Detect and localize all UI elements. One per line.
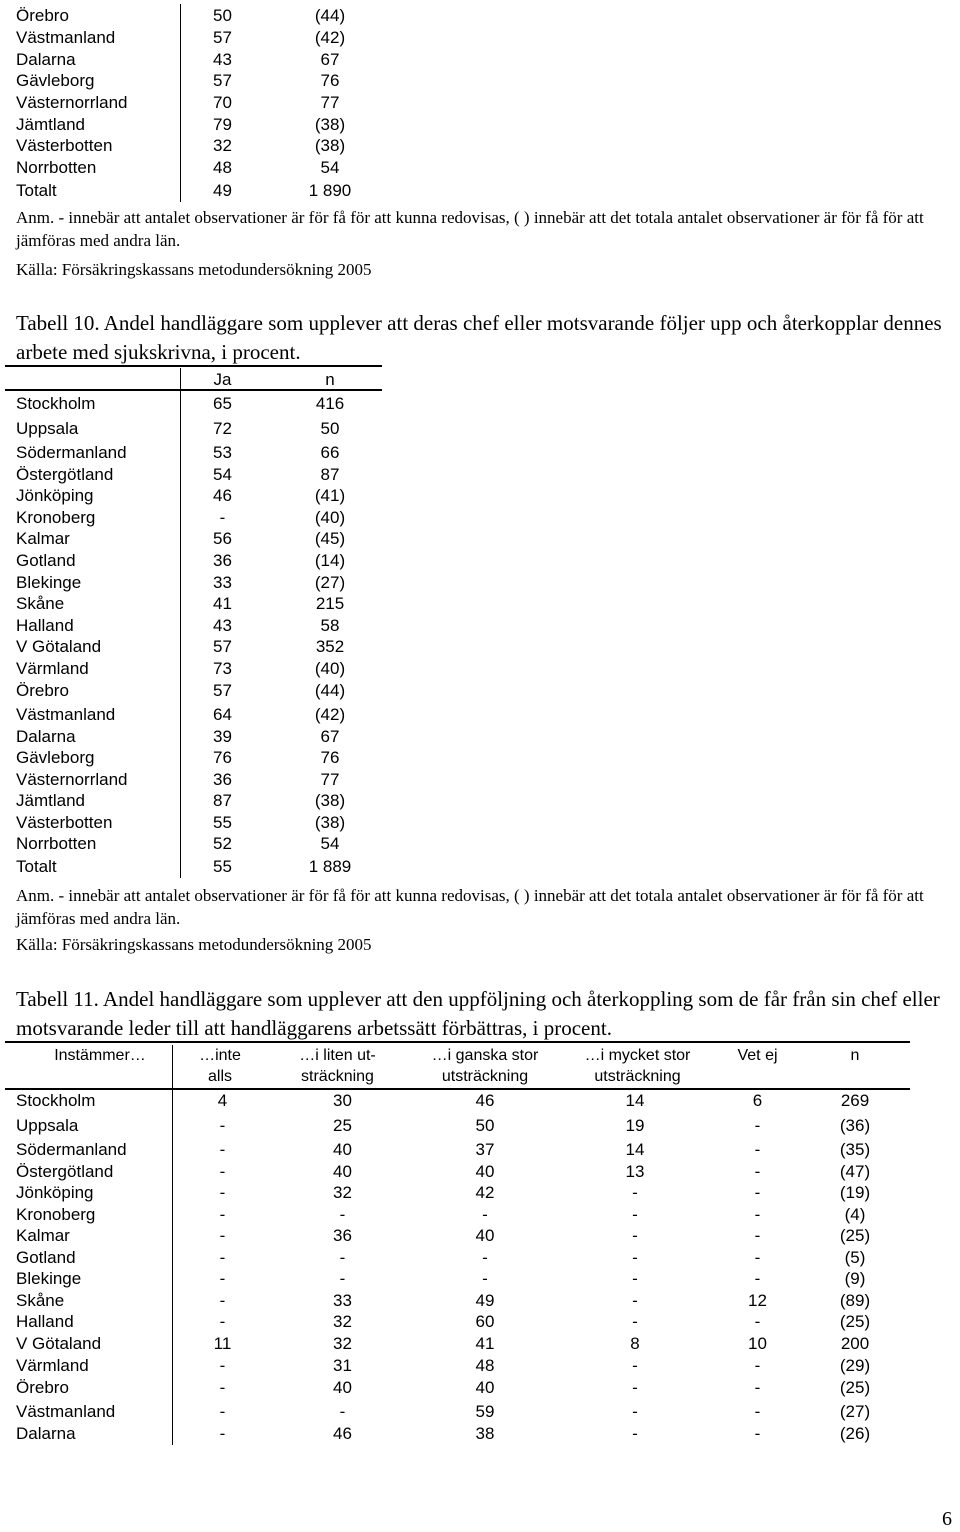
region-label: Västernorrland xyxy=(16,770,128,789)
region-label: Västerbotten xyxy=(16,813,113,832)
table-9-source: Källa: Försäkringskassans metodundersökning 2005 xyxy=(16,260,372,279)
ja-value: 65 xyxy=(213,394,232,413)
cell-value: 46 xyxy=(333,1424,352,1443)
cell-value: 60 xyxy=(475,1312,495,1331)
table-row xyxy=(0,615,400,636)
column-header-line-1: Instämmer… xyxy=(54,1047,146,1064)
table-11-caption: Tabell 11. Andel handläggare som upplever att den uppföljning och återkoppling som de får från sin chef eller motsvarande leder till att handläggarens arbetssätt förbättras, i procent. xyxy=(16,987,940,1040)
cell-value: (35) xyxy=(839,1140,871,1159)
table-row xyxy=(0,1182,920,1203)
n-value: 215 xyxy=(315,594,345,613)
ja-value: 56 xyxy=(213,529,232,548)
cell-value: (19) xyxy=(839,1183,871,1202)
table-row xyxy=(0,1268,920,1289)
table-row xyxy=(0,135,400,156)
cell-value: - xyxy=(219,1248,226,1267)
region-label: Östergötland xyxy=(16,1162,114,1181)
n-value: 1 890 xyxy=(308,181,352,200)
n-value: (42) xyxy=(314,28,346,47)
region-label: Värmland xyxy=(16,1356,89,1375)
n-value: (14) xyxy=(314,551,346,570)
column-header xyxy=(565,1045,710,1087)
region-label: Skåne xyxy=(16,1291,65,1310)
n-value: (40) xyxy=(314,659,346,678)
cell-value: 42 xyxy=(475,1183,495,1202)
region-label: Gotland xyxy=(16,1248,76,1267)
cell-value: - xyxy=(219,1312,226,1331)
table-row xyxy=(0,1204,920,1225)
table-10-caption: Tabell 10. Andel handläggare som upplever att deras chef eller motsvarande följer upp och återkopplar dennes arbete med sjukskrivna, i procent. xyxy=(16,311,942,364)
cell-value: - xyxy=(632,1378,638,1397)
table-9-note xyxy=(16,206,950,252)
cell-value: - xyxy=(339,1269,346,1288)
table-row xyxy=(0,114,400,135)
cell-value: - xyxy=(219,1140,226,1159)
cell-value: (47) xyxy=(839,1162,871,1181)
column-header-line-2: utsträckning xyxy=(441,1068,529,1085)
table-11-top-rule xyxy=(5,1041,910,1043)
cell-value: (29) xyxy=(839,1356,871,1375)
cell-value: - xyxy=(632,1312,638,1331)
table-row xyxy=(0,833,400,854)
n-value: 67 xyxy=(320,727,340,746)
cell-value: (9) xyxy=(844,1269,866,1288)
region-label: Västerbotten xyxy=(16,136,113,155)
cell-value: 14 xyxy=(625,1091,645,1110)
cell-value: - xyxy=(754,1312,761,1331)
cell-value: - xyxy=(754,1116,761,1135)
region-label: Jämtland xyxy=(16,791,85,810)
n-value: (41) xyxy=(314,486,346,505)
region-label: Jönköping xyxy=(16,486,94,505)
table-row xyxy=(0,157,400,178)
ja-value: 46 xyxy=(213,486,232,505)
table-row xyxy=(0,92,400,113)
region-label: Västmanland xyxy=(16,28,116,47)
region-label: Jönköping xyxy=(16,1183,94,1202)
cell-value: - xyxy=(754,1269,761,1288)
ja-value: 49 xyxy=(213,181,232,200)
cell-value: - xyxy=(632,1248,638,1267)
ja-value: 64 xyxy=(213,705,232,724)
ja-value: 55 xyxy=(213,857,232,876)
ja-value: 57 xyxy=(213,71,232,90)
n-value: 1 889 xyxy=(308,857,352,876)
table-row xyxy=(0,49,400,70)
cell-value: - xyxy=(219,1402,226,1421)
cell-value: 4 xyxy=(217,1091,228,1110)
cell-value: 40 xyxy=(475,1226,495,1245)
table-11-divider xyxy=(172,1045,173,1445)
ja-value: 50 xyxy=(213,6,232,25)
table-row xyxy=(0,726,400,747)
ja-value: 57 xyxy=(213,681,232,700)
ja-value: 41 xyxy=(213,594,232,613)
n-value: (44) xyxy=(314,6,346,25)
cell-value: - xyxy=(339,1248,346,1267)
region-label: Dalarna xyxy=(16,727,76,746)
n-value: 76 xyxy=(320,748,340,767)
region-label: Gotland xyxy=(16,551,76,570)
region-label: Värmland xyxy=(16,659,89,678)
table-row xyxy=(0,464,400,485)
cell-value: 269 xyxy=(840,1091,870,1110)
n-value: 50 xyxy=(320,419,340,438)
column-header xyxy=(175,1045,265,1087)
table-row xyxy=(0,550,400,571)
table-row xyxy=(0,1115,920,1136)
column-header xyxy=(810,1045,900,1066)
cell-value: - xyxy=(754,1248,761,1267)
cell-value: - xyxy=(219,1378,226,1397)
column-header-line-2: sträckning xyxy=(301,1068,374,1085)
region-label: Södermanland xyxy=(16,443,127,462)
table-row xyxy=(0,1355,920,1376)
column-header xyxy=(275,1045,400,1087)
region-label: Halland xyxy=(16,616,74,635)
cell-value: - xyxy=(754,1183,761,1202)
ja-value: 57 xyxy=(213,28,232,47)
table-row xyxy=(0,1311,920,1332)
cell-value: - xyxy=(482,1269,488,1288)
table-10-top-rule xyxy=(5,365,382,367)
cell-value: 33 xyxy=(333,1291,352,1310)
cell-value: - xyxy=(219,1183,226,1202)
cell-value: 40 xyxy=(475,1378,495,1397)
region-label: V Götaland xyxy=(16,1334,102,1353)
ja-value: 72 xyxy=(213,419,232,438)
cell-value: 31 xyxy=(333,1356,352,1375)
cell-value: - xyxy=(632,1205,638,1224)
cell-value: - xyxy=(632,1424,638,1443)
cell-value: (89) xyxy=(839,1291,871,1310)
cell-value: 46 xyxy=(475,1091,495,1110)
cell-value: 41 xyxy=(475,1334,495,1353)
n-value: 87 xyxy=(320,465,340,484)
n-value: 58 xyxy=(320,616,340,635)
column-header xyxy=(715,1045,800,1066)
n-value: (40) xyxy=(314,508,346,527)
cell-value: - xyxy=(482,1205,488,1224)
region-label: Örebro xyxy=(16,1378,69,1397)
region-label: Jämtland xyxy=(16,115,85,134)
region-label: Västmanland xyxy=(16,1402,116,1421)
ja-value: 53 xyxy=(213,443,232,462)
cell-value: 25 xyxy=(333,1116,352,1135)
ja-value: 55 xyxy=(213,813,232,832)
cell-value: - xyxy=(754,1424,761,1443)
region-label: Kalmar xyxy=(16,529,70,548)
region-label: V Götaland xyxy=(16,637,102,656)
cell-value: 48 xyxy=(475,1356,495,1375)
cell-value: - xyxy=(754,1140,761,1159)
n-value: (27) xyxy=(314,573,346,592)
ja-value: 43 xyxy=(213,616,232,635)
cell-value: 40 xyxy=(333,1378,352,1397)
cell-value: 10 xyxy=(748,1334,767,1353)
cell-value: - xyxy=(754,1226,761,1245)
region-label: Dalarna xyxy=(16,1424,76,1443)
cell-value: - xyxy=(754,1378,761,1397)
column-header-line-2: alls xyxy=(207,1068,232,1085)
cell-value: 40 xyxy=(333,1162,352,1181)
table-row xyxy=(0,704,400,725)
cell-value: 59 xyxy=(475,1402,495,1421)
cell-value: (26) xyxy=(839,1424,871,1443)
table-10-source: Källa: Försäkringskassans metodundersökning 2005 xyxy=(16,935,372,954)
region-label: Totalt xyxy=(16,181,57,200)
region-label: Örebro xyxy=(16,681,69,700)
n-value: (38) xyxy=(314,813,346,832)
cell-value: (36) xyxy=(839,1116,871,1135)
n-value: 67 xyxy=(320,50,340,69)
table-row xyxy=(0,27,400,48)
cell-value: - xyxy=(219,1269,226,1288)
cell-value: 40 xyxy=(475,1162,495,1181)
table-row xyxy=(0,418,400,439)
cell-value: - xyxy=(339,1205,346,1224)
cell-value: - xyxy=(219,1424,226,1443)
ja-value: 73 xyxy=(213,659,232,678)
cell-value: (27) xyxy=(839,1402,871,1421)
cell-value: (4) xyxy=(844,1205,866,1224)
region-label: Västmanland xyxy=(16,705,116,724)
table-row xyxy=(0,593,400,614)
region-label: Blekinge xyxy=(16,1269,82,1288)
table-row xyxy=(0,442,400,463)
cell-value: 40 xyxy=(333,1140,352,1159)
n-value: 66 xyxy=(320,443,340,462)
cell-value: (5) xyxy=(844,1248,866,1267)
cell-value: - xyxy=(632,1402,638,1421)
cell-value: 32 xyxy=(333,1183,352,1202)
table-row xyxy=(0,658,400,679)
cell-value: - xyxy=(219,1162,226,1181)
ja-value: 36 xyxy=(213,551,232,570)
region-label: Dalarna xyxy=(16,50,76,69)
column-header-line-1: …inte xyxy=(199,1047,241,1064)
region-label: Gävleborg xyxy=(16,71,95,90)
table-row xyxy=(0,1090,920,1111)
n-value: (38) xyxy=(314,791,346,810)
n-value: 77 xyxy=(320,770,340,789)
table-row xyxy=(0,747,400,768)
region-label: Uppsala xyxy=(16,419,79,438)
table-row xyxy=(0,680,400,701)
n-value: (45) xyxy=(314,529,346,548)
region-label: Södermanland xyxy=(16,1140,127,1159)
region-label: Totalt xyxy=(16,857,57,876)
table-row xyxy=(0,180,400,201)
cell-value: 49 xyxy=(475,1291,495,1310)
n-value: (38) xyxy=(314,115,346,134)
cell-value: 6 xyxy=(752,1091,763,1110)
cell-value: - xyxy=(339,1402,346,1421)
cell-value: - xyxy=(219,1205,226,1224)
cell-value: 8 xyxy=(630,1334,640,1353)
cell-value: - xyxy=(754,1205,761,1224)
table-row xyxy=(0,572,400,593)
region-label: Blekinge xyxy=(16,573,82,592)
ja-value: 76 xyxy=(213,748,232,767)
cell-value: (25) xyxy=(839,1312,871,1331)
table-row xyxy=(0,485,400,506)
region-label: Östergötland xyxy=(16,465,114,484)
n-value: 352 xyxy=(315,637,345,656)
ja-value: 87 xyxy=(213,791,232,810)
cell-value: 11 xyxy=(213,1334,232,1353)
cell-value: 14 xyxy=(625,1140,645,1159)
cell-value: - xyxy=(754,1162,761,1181)
table-9-note-text: Anm. - innebär att antalet observationer är för få för att kunna redovisas, ( ) innebär att det totala antalet observationer är för få för att jämföras med andra län. xyxy=(16,208,924,250)
table-row xyxy=(0,507,400,528)
cell-value: 200 xyxy=(840,1334,870,1353)
table-row xyxy=(0,1333,920,1354)
cell-value: - xyxy=(219,1116,226,1135)
n-value: 54 xyxy=(320,834,340,853)
table-row xyxy=(0,528,400,549)
ja-value: - xyxy=(219,508,226,527)
ja-value: 79 xyxy=(213,115,232,134)
n-value: (38) xyxy=(314,136,346,155)
table-row xyxy=(0,1423,920,1444)
cell-value: - xyxy=(632,1269,638,1288)
table-10-note-text: Anm. - innebär att antalet observationer är för få för att kunna redovisas, ( ) innebär att det totala antalet observationer är för få för att jämföras med andra län. xyxy=(16,886,924,928)
table-row xyxy=(0,1161,920,1182)
n-value: 416 xyxy=(315,394,345,413)
table-row xyxy=(0,1225,920,1246)
table-9-divider xyxy=(180,4,181,202)
cell-value: - xyxy=(754,1402,761,1421)
n-value: (44) xyxy=(314,681,346,700)
cell-value: - xyxy=(482,1248,488,1267)
cell-value: (25) xyxy=(839,1226,871,1245)
table-row xyxy=(0,70,400,91)
cell-value: 36 xyxy=(333,1226,352,1245)
table-row xyxy=(0,812,400,833)
cell-value: - xyxy=(219,1291,226,1310)
table-row xyxy=(0,790,400,811)
table-10-header-n: n xyxy=(325,370,335,389)
cell-value: 50 xyxy=(475,1116,495,1135)
table-row xyxy=(0,856,400,877)
column-header-line-1: …i ganska stor xyxy=(431,1047,539,1064)
region-label: Norrbotten xyxy=(16,834,97,853)
region-label: Stockholm xyxy=(16,394,96,413)
cell-value: 13 xyxy=(625,1162,645,1181)
ja-value: 36 xyxy=(213,770,232,789)
column-header-line-1: …i mycket stor xyxy=(584,1047,691,1064)
table-row xyxy=(0,1139,920,1160)
ja-value: 54 xyxy=(213,465,232,484)
region-label: Örebro xyxy=(16,6,69,25)
n-value: 77 xyxy=(320,93,340,112)
column-header-line-1: …i liten ut- xyxy=(299,1047,376,1064)
region-label: Gävleborg xyxy=(16,748,95,767)
column-header xyxy=(415,1045,555,1087)
region-label: Västernorrland xyxy=(16,93,128,112)
cell-value: - xyxy=(219,1356,226,1375)
table-10-note xyxy=(16,884,950,930)
cell-value: 32 xyxy=(333,1334,352,1353)
cell-value: - xyxy=(632,1226,638,1245)
ja-value: 32 xyxy=(213,136,232,155)
n-value: (42) xyxy=(314,705,346,724)
page-number: 6 xyxy=(942,1508,952,1530)
n-value: 76 xyxy=(320,71,340,90)
table-row xyxy=(0,1401,920,1422)
ja-value: 39 xyxy=(213,727,232,746)
table-row xyxy=(0,1290,920,1311)
table-row xyxy=(0,5,400,26)
cell-value: - xyxy=(754,1356,761,1375)
region-label: Kalmar xyxy=(16,1226,70,1245)
table-row xyxy=(0,1377,920,1398)
cell-value: (25) xyxy=(839,1378,871,1397)
cell-value: 19 xyxy=(625,1116,645,1135)
column-header-line-2: utsträckning xyxy=(594,1068,681,1085)
column-header xyxy=(30,1045,170,1066)
cell-value: - xyxy=(632,1183,638,1202)
cell-value: - xyxy=(219,1226,226,1245)
column-header-line-1: Vet ej xyxy=(737,1047,778,1064)
region-label: Uppsala xyxy=(16,1116,79,1135)
ja-value: 70 xyxy=(213,93,232,112)
cell-value: 37 xyxy=(475,1140,495,1159)
ja-value: 57 xyxy=(213,637,232,656)
table-10-divider xyxy=(180,368,181,878)
ja-value: 33 xyxy=(213,573,232,592)
region-label: Skåne xyxy=(16,594,65,613)
ja-value: 52 xyxy=(213,834,232,853)
table-row xyxy=(0,769,400,790)
cell-value: - xyxy=(632,1356,638,1375)
table-row xyxy=(0,1247,920,1268)
cell-value: 12 xyxy=(748,1291,767,1310)
ja-value: 43 xyxy=(213,50,232,69)
region-label: Halland xyxy=(16,1312,74,1331)
cell-value: 38 xyxy=(475,1424,495,1443)
table-row xyxy=(0,393,400,414)
region-label: Norrbotten xyxy=(16,158,97,177)
region-label: Stockholm xyxy=(16,1091,96,1110)
cell-value: 32 xyxy=(333,1312,352,1331)
column-header-line-1: n xyxy=(850,1047,860,1064)
cell-value: 30 xyxy=(333,1091,352,1110)
n-value: 54 xyxy=(320,158,340,177)
region-label: Kronoberg xyxy=(16,1205,96,1224)
table-10-header-ja: Ja xyxy=(213,370,232,389)
region-label: Kronoberg xyxy=(16,508,96,527)
table-row xyxy=(0,636,400,657)
cell-value: - xyxy=(632,1291,638,1310)
ja-value: 48 xyxy=(213,158,232,177)
